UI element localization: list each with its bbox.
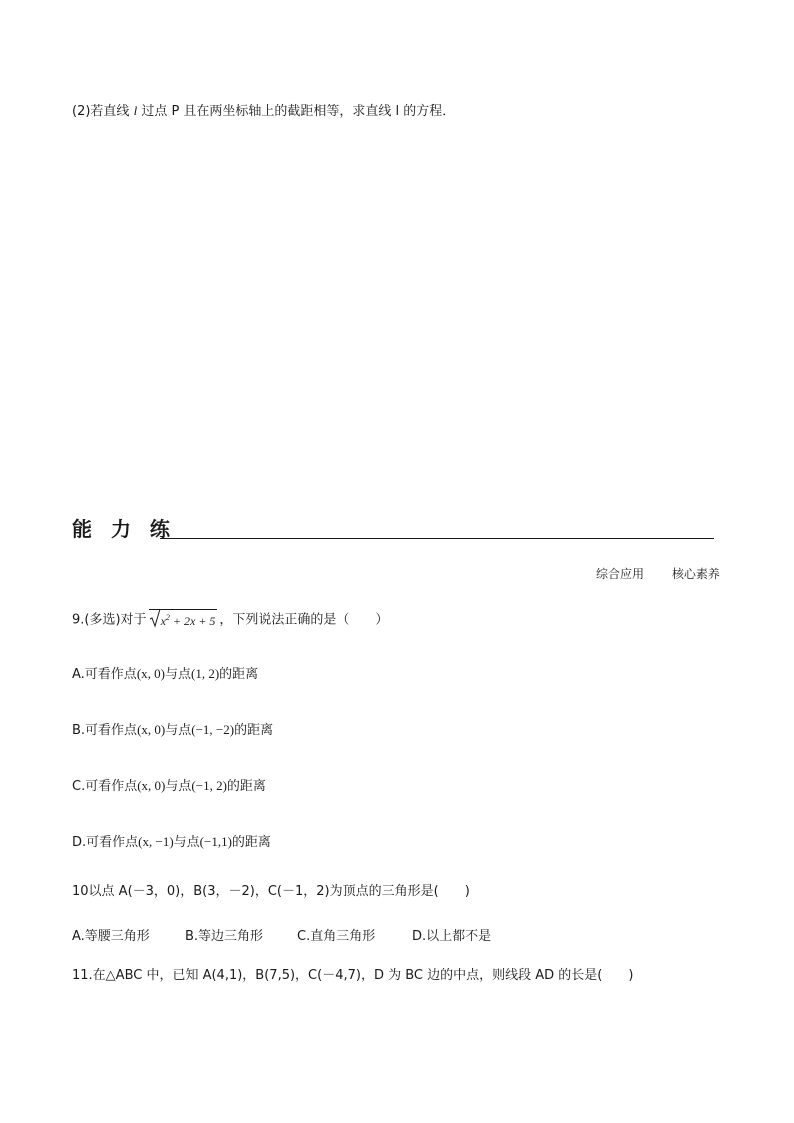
- option-point2: (−1, 2): [191, 778, 227, 793]
- q9-stem: [72, 609, 388, 631]
- section-title: 能 力 练: [72, 517, 176, 541]
- q8-part2-text: 过点 P 且在两坐标轴上的截距相等，求直线 l 的方程．: [137, 104, 456, 119]
- option-label: C.可看作点: [72, 779, 138, 794]
- radicand-exponent: 2: [165, 613, 170, 622]
- var-l: l: [133, 103, 138, 118]
- q10-option-d: D.以上都不是: [412, 929, 492, 944]
- option-point1: (x, −1): [138, 834, 174, 849]
- q10-options: [72, 928, 491, 946]
- q9-option-a: [72, 665, 258, 684]
- section-rule: [160, 538, 714, 539]
- q8-part2-lead: (2)若直线: [72, 104, 134, 119]
- option-label: D.可看作点: [72, 835, 139, 850]
- q11-stem: 11.在△ABC 中，已知 A(4,1)，B(7,5)，C(－4,7)，D 为 BC 边的中点，则线段 AD 的长是( ): [72, 968, 634, 983]
- radicand-x: x: [160, 614, 166, 628]
- radical-sign-icon: [149, 608, 161, 628]
- q9-stem-post: ，下列说法正确的是（ ）: [219, 612, 389, 628]
- option-point1: (x, 0): [137, 722, 166, 737]
- q9-stem-pre: 9.(多选)对于: [72, 612, 147, 628]
- q10-option-a: A.等腰三角形: [72, 929, 150, 944]
- q10-option-b: B.等边三角形: [185, 929, 264, 944]
- option-point2: (−1,1): [199, 834, 232, 849]
- option-tail: 的距离: [234, 723, 274, 738]
- option-label: B.可看作点: [72, 723, 138, 738]
- option-point1: (x, 0): [136, 666, 165, 681]
- q9-option-c: [72, 777, 266, 796]
- option-point2: (−1, −2): [191, 722, 235, 737]
- q10-stem: 10以点 A(－3，0)，B(3，－2)，C(－1，2)为顶点的三角形是( ): [72, 884, 470, 899]
- option-point2: (1, 2): [191, 666, 220, 681]
- option-point1: (x, 0): [137, 778, 166, 793]
- sqrt-expression: [149, 609, 218, 631]
- option-tail: 的距离: [226, 779, 266, 794]
- q9-option-b: [72, 721, 273, 740]
- section-tags: [596, 565, 720, 582]
- radicand-rest: + 2x + 5: [169, 614, 216, 628]
- option-tail: 的距离: [219, 667, 259, 682]
- tag-core-literacy: 核心素养: [671, 567, 720, 581]
- tag-comprehensive: 综合应用: [596, 567, 645, 581]
- q10-option-c: C.直角三角形: [297, 929, 376, 944]
- option-mid: 与点: [164, 667, 191, 682]
- option-mid: 与点: [173, 835, 200, 850]
- q8-part2: [72, 102, 455, 121]
- q9-option-d: [72, 833, 271, 852]
- option-mid: 与点: [165, 779, 192, 794]
- option-mid: 与点: [165, 723, 192, 738]
- option-tail: 的距离: [231, 835, 271, 850]
- option-label: A.可看作点: [72, 667, 137, 682]
